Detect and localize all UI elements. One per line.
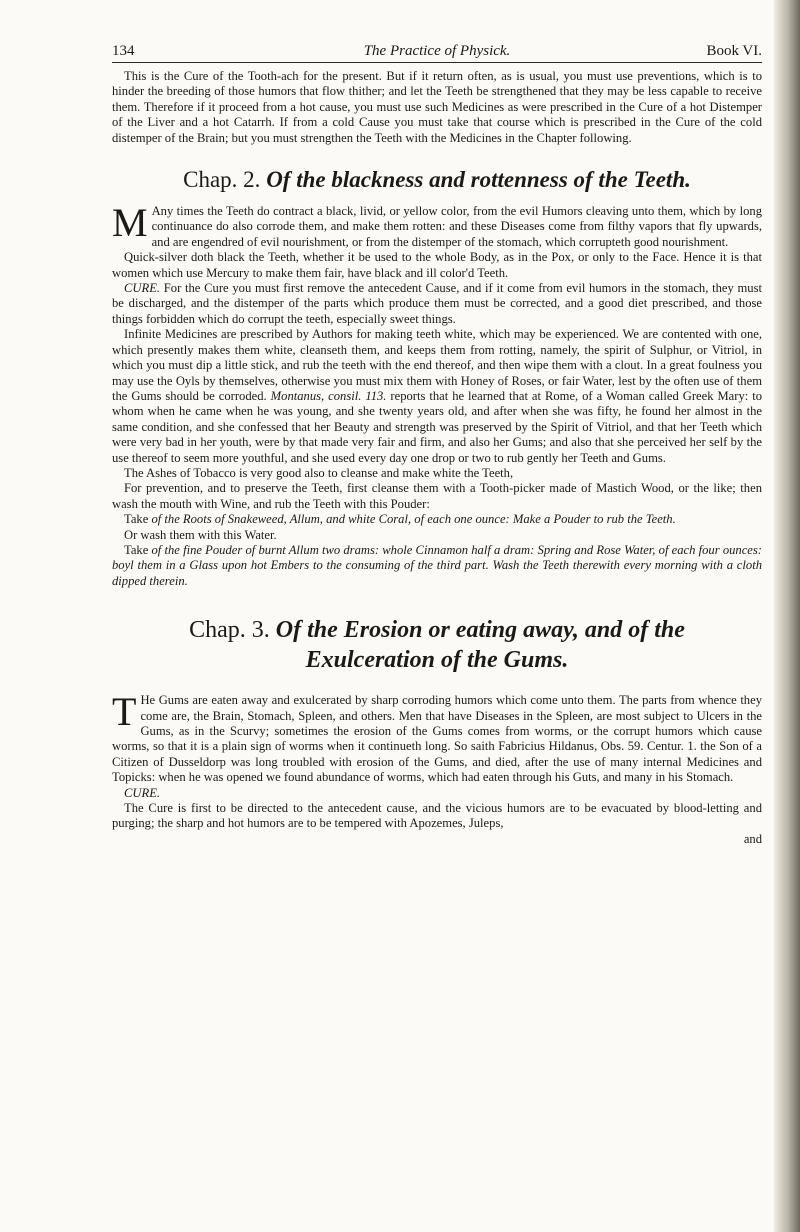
book-label: Book VI. (706, 42, 762, 59)
chapter-2-paragraph-5: The Ashes of Tobacco is very good also to cleanse and make white the Teeth, (124, 465, 514, 480)
recipe-pouder-text: of the Roots of Snakeweed, Allum, and white Coral, of each one ounce: Make a Pouder to rub the Teeth. (151, 512, 676, 527)
page-header (112, 40, 762, 63)
recipe-water-text: of the fine Pouder of burnt Allum two drams: whole Cinnamon half a dram: Spring and Rose Water, of each four ounces: boyl them in a Glass upon hot Embers to the consuming of the third part. Wash the Teeth therewith every morning with a cloth dipped therein. (112, 542, 762, 588)
running-title: The Practice of Physick. (363, 42, 511, 59)
chapter-2-paragraph-2: Quick-silver doth black the Teeth, whether it be used to the whole Body, as in the Pox, or only to the Face. Hence it is that women which use Mercury to make them fair, have black and ill color'd Teeth. (112, 250, 762, 280)
book-spine-edge (774, 0, 800, 1232)
recipe-take-2: Take (124, 542, 149, 557)
cure-label: CURE. (124, 281, 161, 296)
chapter-3-paragraph-1 (112, 689, 762, 785)
chapter-2-paragraph-4-cont: reports that he learned that at Rome, of a Woman called Greek Mary: to whom when he came when he was young, and she twenty years old, and after when she was fifty, he found her almost in the same condition, and she confessed that her Beauty and strength was preserved by the Spirit of Vitriol, and that her Teeth which were very bad in her youth, were by that made very fair and firm, and also her Gums; and also that she perceived her self by the use thereof to seem more youthful, and she used every day one drop or two to rub gently her Teeth and Gums. (112, 388, 763, 465)
catchword: and (743, 831, 762, 846)
chapter-2-heading (112, 166, 762, 194)
drop-cap-t: T (112, 689, 137, 735)
recipe-take-1: Take (124, 512, 149, 527)
book-page (112, 40, 762, 847)
chapter-2-paragraph-4 (112, 327, 762, 466)
chapter-2-paragraph-4-text: Infinite Medicines are prescribed by Authors for making teeth white, which may be experienced. We are contented with one, which presently makes them white, cleanseth them, and keeps them from rotting, namely, the spirit of Sulphur, or Vitriol, in which you must dip a little stick, and rub the teeth with the end thereof, and then wipe them with a clout. In a great foulness you may use the Oyls by themselves, otherwise you must mix them with Honey of Roses, or fair Water, lest by the often use of them the Gums should be corroded. (112, 327, 762, 403)
page-number: 134 (112, 42, 135, 59)
chapter-3-number: Chap. 3. (189, 617, 270, 644)
drop-cap-m: M (112, 200, 148, 246)
recipe-water (112, 543, 762, 589)
chapter-2-paragraph-1 (112, 200, 762, 250)
chapter-3-paragraph-2: The Cure is first to be directed to the antecedent cause, and the vicious humors are to be evacuated by blood-letting and purging; the sharp and hot humors are to be tempered with Apozemes, Juleps, (112, 801, 762, 831)
chapter-3-cure-label: CURE. (124, 785, 161, 800)
chapter-2-paragraph-8: Or wash them with this Water. (124, 527, 277, 542)
chapter-2-paragraph-3: For the Cure you must first remove the antecedent Cause, and if it come from evil humors in the stomach, they must be discharged, and the distemper of the parts which produce them must be corrected, and a good diet prescribed, and those things forbidden which do corrupt the teeth, especially sweet things. (112, 281, 762, 326)
chapter-2-paragraph-1-text: Any times the Teeth do contract a black, livid, or yellow color, from the evil Humors cleaving unto them, which by long continuance do also corrode them, and make them rotten: and these Diseases come from filthy vapors that fly upwards, and are engendred of evil nourishment, or from the distemper of the stomach, which corrupteth good nourishment. (151, 204, 762, 249)
chapter-2-cure (112, 281, 762, 327)
chapter-2-title: Of the blackness and rottenness of the Teeth. (266, 167, 691, 193)
chapter-3-title-line-2: Exulceration of the Gums. (305, 647, 569, 674)
chapter-2-number: Chap. 2. (183, 167, 261, 193)
chapter-3-heading (112, 615, 762, 675)
chapter-3-title: Of the Erosion or eating away, and of the (275, 617, 685, 644)
opening-paragraph: This is the Cure of the Tooth-ach for the present. But if it return often, as is usual, you must use preventions, which is to hinder the breeding of those humors that flow thither; and let the Teeth be strengthened that they may be less capable to receive them. Therefore if it proceed from a hot cause, you must use such Medicines as were prescribed in the Cure of a hot Distemper of the Liver and a hot Catarrh. If from a cold Cause you must take that course which is prescribed in the Cure of the cold distemper of the Brain; but you must strengthen the Teeth with the Medicines in the Chapter following. (112, 69, 762, 145)
recipe-pouder (112, 512, 762, 527)
chapter-3-paragraph-1-text: He Gums are eaten away and exulcerated by sharp corroding humors which come unto them. The parts from whence they come are, the Brain, Stomach, Spleen, and others. Men that have Diseases in the Spleen, are most subject to Ulcers in the Gums, as in the Scurvy; sometimes the erosion of the Gums comes from worms, or the corrupt humors which cause worms, so that it is a plain sign of worms when it continueth long. So saith Fabricius Hildanus, Obs. 59. Centur. 1. the Son of a Citizen of Dusseldorp was long troubled with erosion of the Gums, and died, after the use of many internal Medicines and Topicks: when he was opened we found abundance of worms, which had eaten through his Guts, and many in his Stomach. (112, 693, 762, 785)
citation-montanus: Montanus, consil. 113. (270, 388, 387, 403)
chapter-2-paragraph-6: For prevention, and to preserve the Teeth, first cleanse them with a Tooth-picker made of Mastich Wood, or the like; then wash the mouth with Wine, and rub the Teeth with this Pouder: (112, 481, 762, 511)
